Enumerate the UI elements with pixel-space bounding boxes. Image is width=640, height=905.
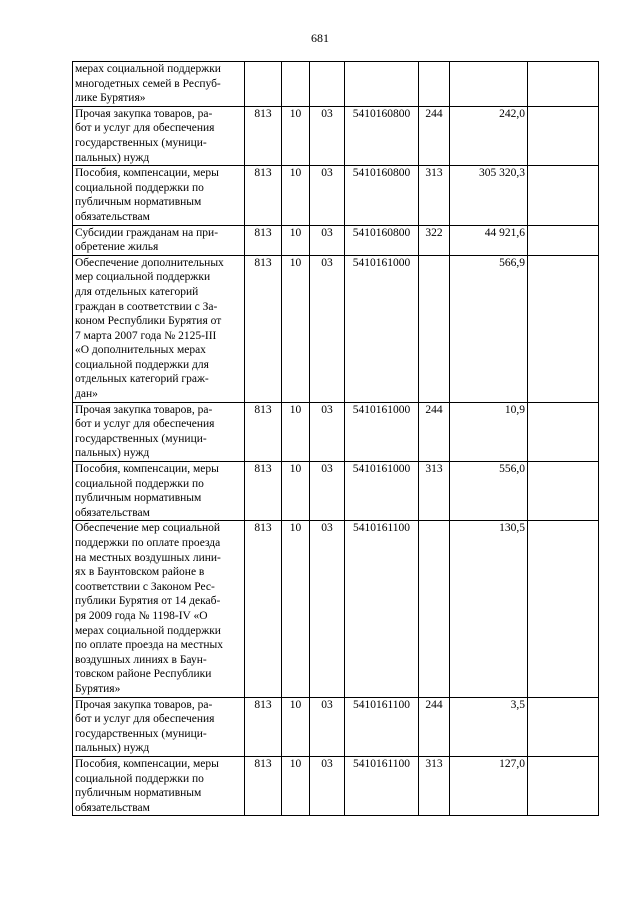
item-name-line: государственных (муници- — [75, 727, 207, 740]
table-row — [73, 255, 599, 402]
item-name-line: пальных) нужд — [75, 742, 150, 755]
item-name-line: многодетных семей в Респуб- — [75, 77, 221, 90]
empty-cell — [528, 462, 599, 521]
table-row — [73, 62, 599, 107]
item-name-line: обретение жилья — [75, 241, 159, 254]
item-name-line: обязательствам — [75, 801, 150, 814]
subsection-code-cell — [310, 62, 345, 107]
subsection-code-cell: 03 — [310, 756, 345, 815]
table-row — [73, 402, 599, 461]
page-number: 681 — [311, 31, 329, 45]
item-name-line: бот и услуг для обеспечения — [75, 122, 215, 135]
item-name-line: социальной поддержки по — [75, 181, 204, 194]
item-name-cell — [73, 462, 245, 521]
expense-type-cell — [419, 62, 450, 107]
item-name-line: социальной поддержки по — [75, 477, 204, 490]
item-name-line: Прочая закупка товаров, ра- — [75, 107, 213, 120]
ministry-code-cell: 813 — [245, 756, 282, 815]
item-name-cell — [73, 106, 245, 165]
amount-cell: 3,5 — [450, 697, 528, 756]
section-code-cell — [282, 62, 310, 107]
section-code-cell: 10 — [282, 402, 310, 461]
empty-cell — [528, 697, 599, 756]
amount-cell: 556,0 — [450, 462, 528, 521]
item-name-line: товском районе Республики — [75, 668, 212, 681]
item-name-line: Обеспечение мер социальной — [75, 522, 221, 535]
item-name-line: поддержки по оплате проезда — [75, 537, 221, 549]
item-name-cell — [73, 225, 245, 255]
item-name-cell — [73, 697, 245, 756]
expense-type-cell: 313 — [419, 756, 450, 815]
target-article-cell — [345, 62, 419, 107]
section-code-cell: 10 — [282, 462, 310, 521]
amount-cell: 44 921,6 — [450, 225, 528, 255]
amount-cell: 10,9 — [450, 402, 528, 461]
item-name-line: коном Республики Бурятия от — [75, 315, 222, 328]
table-row — [73, 462, 599, 521]
table-row — [73, 166, 599, 225]
item-name-cell — [73, 166, 245, 225]
amount-cell: 242,0 — [450, 106, 528, 165]
target-article-cell: 5410161100 — [345, 697, 419, 756]
table-row — [73, 225, 599, 255]
ministry-code-cell: 813 — [245, 697, 282, 756]
item-name-line: публичным нормативным — [75, 787, 202, 800]
item-name-line: публичным нормативным — [75, 196, 202, 209]
expense-type-cell: 313 — [419, 462, 450, 521]
subsection-code-cell: 03 — [310, 697, 345, 756]
section-code-cell: 10 — [282, 225, 310, 255]
item-name-line: пальных) нужд — [75, 151, 150, 164]
item-name-cell — [73, 402, 245, 461]
item-name-cell — [73, 62, 245, 107]
table-row — [73, 106, 599, 165]
expense-type-cell: 244 — [419, 402, 450, 461]
item-name-line: бот и услуг для обеспечения — [75, 713, 215, 726]
item-name-line: граждан в соответствии с За- — [75, 300, 218, 313]
subsection-code-cell: 03 — [310, 521, 345, 697]
empty-cell — [528, 106, 599, 165]
subsection-code-cell: 03 — [310, 225, 345, 255]
empty-cell — [528, 166, 599, 225]
section-code-cell: 10 — [282, 106, 310, 165]
item-name-line: мер социальной поддержки — [75, 271, 211, 284]
item-name-line: пальных) нужд — [75, 447, 150, 460]
item-name-line: ях в Баунтовском районе в — [75, 566, 205, 579]
item-name-line: обязательствам — [75, 506, 150, 519]
item-name-line: Пособия, компенсации, меры — [75, 757, 219, 770]
expense-type-cell: 313 — [419, 166, 450, 225]
expense-type-cell — [419, 521, 450, 697]
amount-cell: 305 320,3 — [450, 166, 528, 225]
amount-cell — [450, 62, 528, 107]
item-name-line: Прочая закупка товаров, ра- — [75, 403, 213, 416]
target-article-cell: 5410161100 — [345, 756, 419, 815]
item-name-line: государственных (муници- — [75, 432, 207, 445]
amount-cell: 130,5 — [450, 521, 528, 697]
section-code-cell: 10 — [282, 521, 310, 697]
empty-cell — [528, 62, 599, 107]
item-name-line: отдельных категорий граж- — [75, 373, 209, 386]
empty-cell — [528, 255, 599, 402]
item-name-line: мерах социальной поддержки — [75, 624, 221, 637]
amount-cell: 566,9 — [450, 255, 528, 402]
item-name-line: Пособия, компенсации, меры — [75, 463, 219, 476]
ministry-code-cell: 813 — [245, 462, 282, 521]
target-article-cell: 5410161000 — [345, 402, 419, 461]
item-name-line: бот и услуг для обеспечения — [75, 418, 215, 431]
ministry-code-cell: 813 — [245, 255, 282, 402]
expense-type-cell: 322 — [419, 225, 450, 255]
item-name-line: Бурятия» — [75, 682, 121, 695]
item-name-line: публичным нормативным — [75, 492, 202, 505]
item-name-line: лике Бурятия» — [75, 92, 146, 105]
expense-type-cell — [419, 255, 450, 402]
item-name-cell — [73, 756, 245, 815]
item-name-line: государственных (муници- — [75, 136, 207, 149]
item-name-line: Обеспечение дополнительных — [75, 256, 224, 269]
amount-cell: 127,0 — [450, 756, 528, 815]
item-name-line: Субсидии гражданам на при- — [75, 226, 219, 239]
ministry-code-cell: 813 — [245, 521, 282, 697]
empty-cell — [528, 225, 599, 255]
item-name-line: обязательствам — [75, 210, 150, 223]
item-name-cell — [73, 521, 245, 697]
section-code-cell: 10 — [282, 166, 310, 225]
empty-cell — [528, 756, 599, 815]
subsection-code-cell: 03 — [310, 462, 345, 521]
item-name-line: по оплате проезда на местных — [75, 639, 224, 652]
item-name-cell — [73, 255, 245, 402]
expense-type-cell: 244 — [419, 697, 450, 756]
ministry-code-cell: 813 — [245, 166, 282, 225]
budget-table — [72, 61, 599, 816]
ministry-code-cell: 813 — [245, 106, 282, 165]
item-name-line: дан» — [75, 388, 98, 401]
expense-type-cell: 244 — [419, 106, 450, 165]
table-row — [73, 521, 599, 697]
table-row — [73, 756, 599, 815]
item-name-line: «О дополнительных мерах — [75, 344, 206, 357]
ministry-code-cell: 813 — [245, 225, 282, 255]
item-name-line: 7 марта 2007 года № 2125-III — [75, 329, 217, 342]
item-name-line: ря 2009 года № 1198-IV «О — [75, 609, 208, 622]
subsection-code-cell: 03 — [310, 255, 345, 402]
empty-cell — [528, 521, 599, 697]
item-name-line: для отдельных категорий — [75, 285, 199, 298]
section-code-cell: 10 — [282, 255, 310, 402]
subsection-code-cell: 03 — [310, 106, 345, 165]
item-name-line: на местных воздушных лини- — [75, 551, 221, 564]
section-code-cell: 10 — [282, 756, 310, 815]
target-article-cell: 5410161000 — [345, 462, 419, 521]
target-article-cell: 5410160800 — [345, 225, 419, 255]
target-article-cell: 5410160800 — [345, 106, 419, 165]
empty-cell — [528, 402, 599, 461]
item-name-line: Прочая закупка товаров, ра- — [75, 698, 213, 711]
target-article-cell: 5410160800 — [345, 166, 419, 225]
target-article-cell: 5410161000 — [345, 255, 419, 402]
ministry-code-cell — [245, 62, 282, 107]
target-article-cell: 5410161100 — [345, 521, 419, 697]
item-name-line: воздушных линиях в Баун- — [75, 653, 207, 666]
item-name-line: мерах социальной поддержки — [75, 63, 221, 75]
item-name-line: публики Бурятия от 14 декаб- — [75, 595, 221, 608]
section-code-cell: 10 — [282, 697, 310, 756]
ministry-code-cell: 813 — [245, 402, 282, 461]
subsection-code-cell: 03 — [310, 166, 345, 225]
item-name-line: социальной поддержки для — [75, 358, 209, 371]
subsection-code-cell: 03 — [310, 402, 345, 461]
item-name-line: соответствии с Законом Рес- — [75, 580, 215, 593]
item-name-line: социальной поддержки по — [75, 772, 204, 785]
budget-table-body — [73, 62, 599, 816]
item-name-line: Пособия, компенсации, меры — [75, 167, 219, 180]
table-row — [73, 697, 599, 756]
